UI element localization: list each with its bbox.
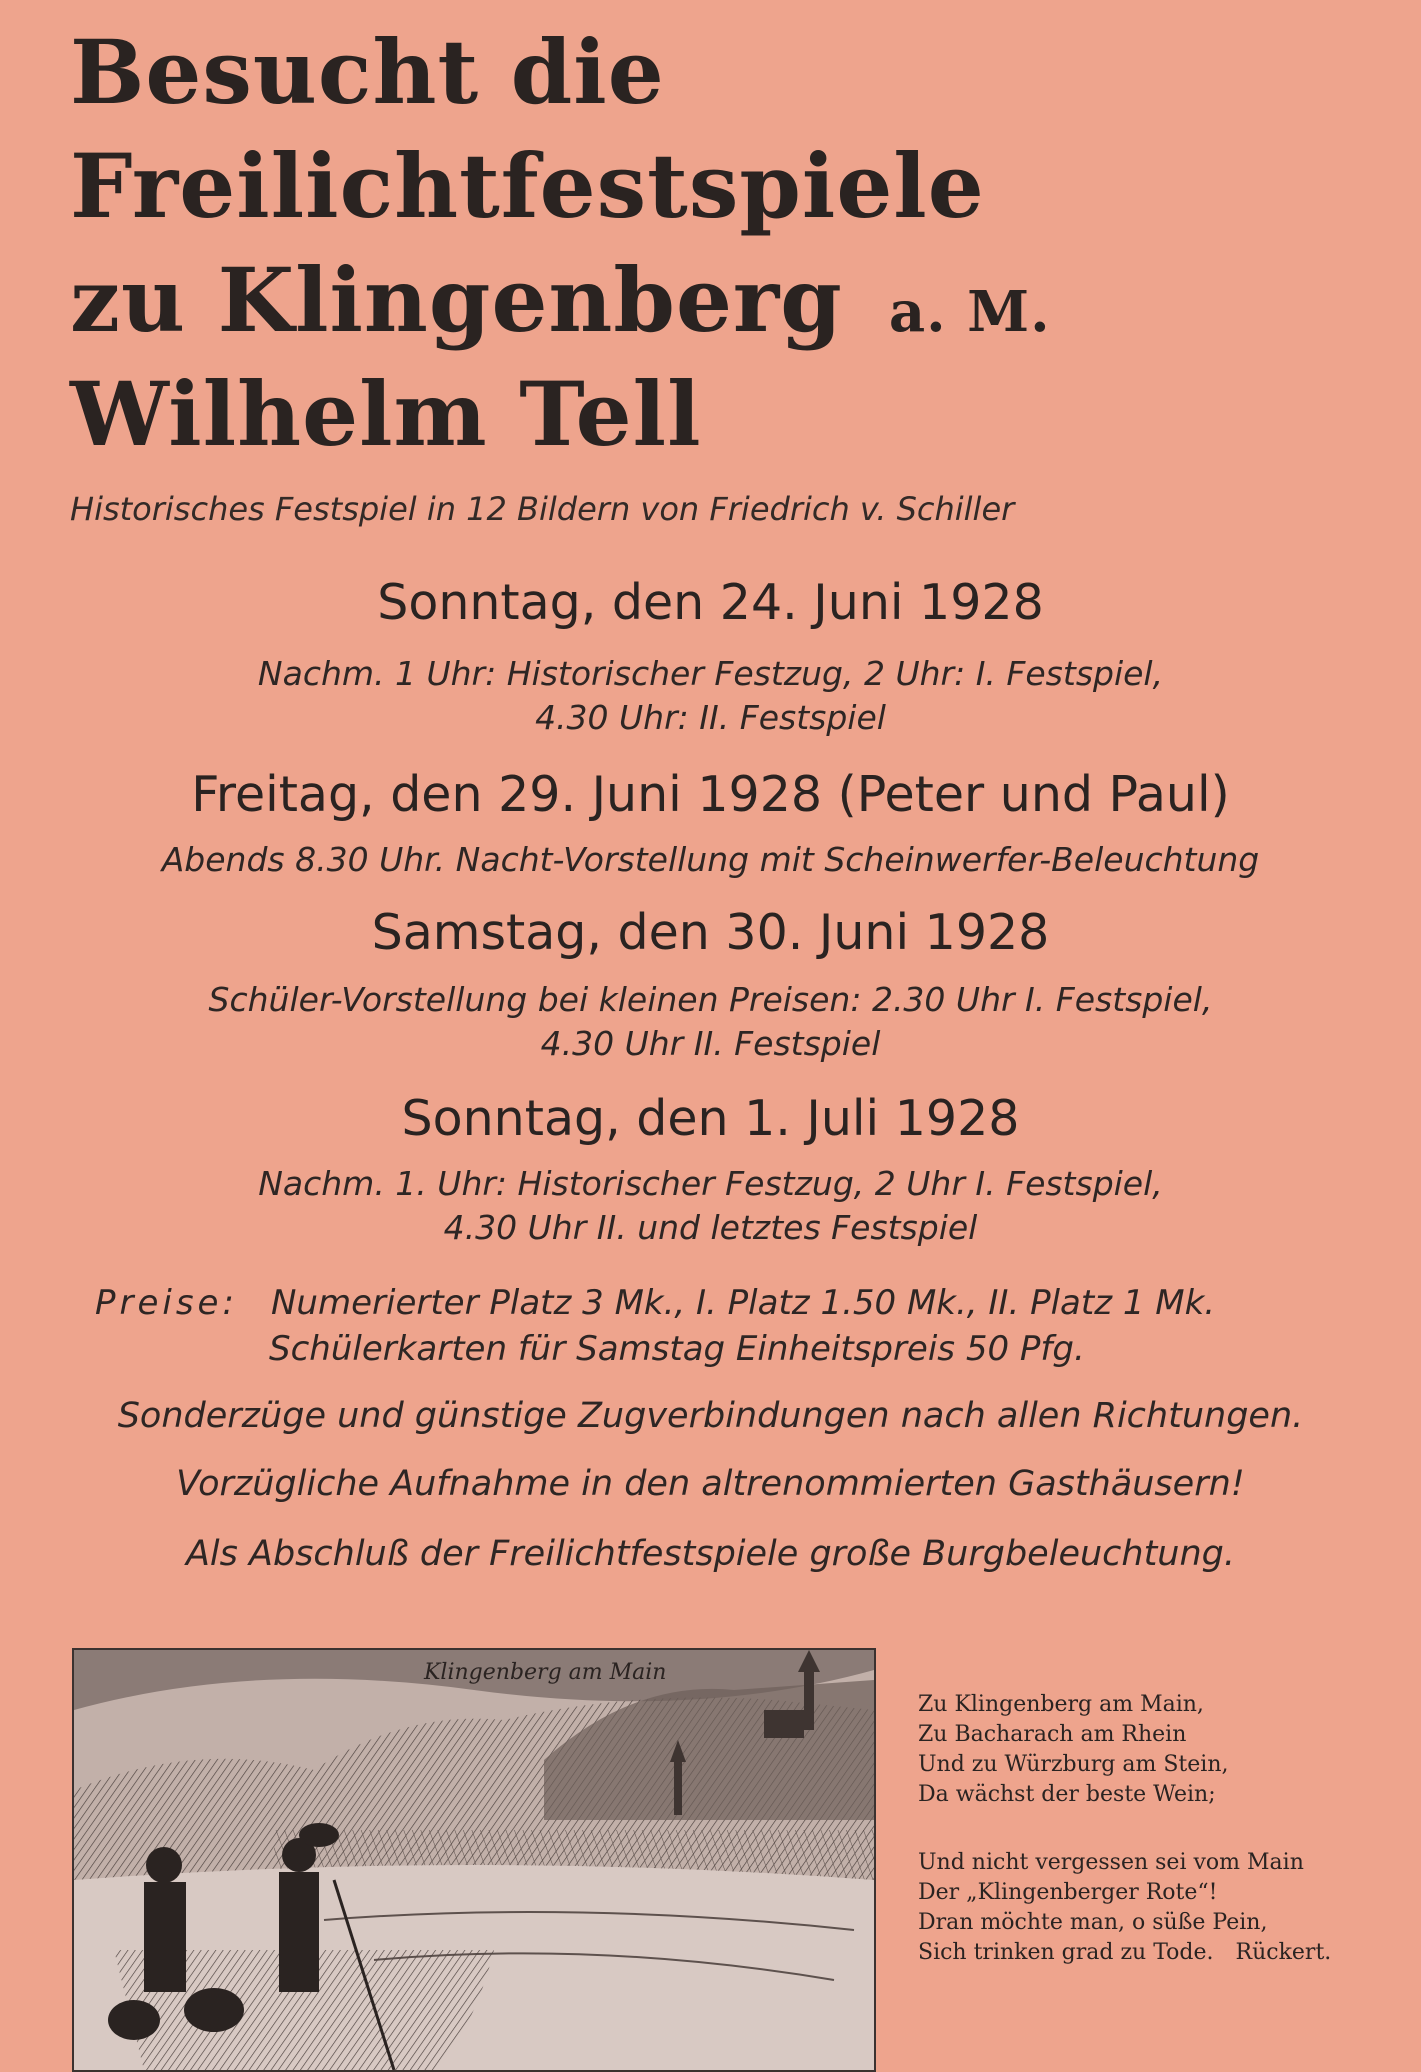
schedule-date: Samstag, den 30. Juni 1928	[371, 904, 1050, 961]
poem-line: Da wächst der beste Wein;	[918, 1782, 1216, 1807]
schedule-detail: Nachm. 1. Uhr: Historischer Festzug, 2 Uhr I. Festspiel,	[258, 1164, 1163, 1203]
headline-line-1: Besucht die	[70, 20, 665, 124]
headline-line-3	[70, 248, 1051, 352]
poem-line: Und zu Würzburg am Stein,	[918, 1752, 1229, 1777]
stanza-gap	[918, 1810, 1398, 1848]
schedule-detail: Nachm. 1 Uhr: Historischer Festzug, 2 Uhr: I. Festspiel,	[257, 654, 1164, 693]
promo-inns: Vorzügliche Aufnahme in den altrenommierten Gasthäusern!	[176, 1464, 1245, 1504]
poem-line: Zu Klingenberg am Main,	[918, 1692, 1204, 1717]
poem-line: Und nicht vergessen sei vom Main	[918, 1850, 1304, 1875]
prices-student: Schülerkarten für Samstag Einheitspreis 50 Pfg.	[269, 1329, 1085, 1369]
promo-castle-illumination: Als Abschluß der Freilichtfestspiele große Burgbeleuchtung.	[185, 1534, 1236, 1574]
prices-label: Preise:	[95, 1283, 238, 1323]
schedule-date: Sonntag, den 24. Juni 1928	[377, 574, 1044, 631]
schedule-detail: 4.30 Uhr: II. Festspiel	[535, 698, 886, 737]
schedule-detail: Abends 8.30 Uhr. Nacht-Vorstellung mit Scheinwerfer-Beleuchtung	[161, 840, 1260, 879]
schedule-date: Freitag, den 29. Juni 1928 (Peter und Paul)	[191, 766, 1230, 823]
schedule-date: Sonntag, den 1. Juli 1928	[401, 1090, 1020, 1147]
schedule-detail: 4.30 Uhr II. Festspiel	[540, 1024, 881, 1063]
engraving-artwork	[74, 1650, 874, 2070]
schedule-detail: Schüler-Vorstellung bei kleinen Preisen: 2.30 Uhr I. Festspiel,	[208, 980, 1213, 1019]
poem-line: Sich trinken grad zu Tode.	[918, 1940, 1214, 1965]
prices-row	[95, 1280, 1355, 1326]
promo-trains: Sonderzüge und günstige Zugverbindungen nach allen Richtungen.	[117, 1396, 1304, 1436]
poem-line-last	[918, 1938, 1398, 1968]
poem-line: Zu Bacharach am Rhein	[918, 1722, 1187, 1747]
engraving-illustration	[72, 1648, 876, 2072]
headline-line-2: Freilichtfestspiele	[70, 134, 985, 238]
headline-am-main: a. M.	[888, 279, 1051, 345]
headline-town: zu Klingenberg	[70, 248, 843, 352]
headline-play-title: Wilhelm Tell	[70, 362, 702, 466]
engraving-caption: Klingenberg am Main	[424, 1660, 667, 1685]
prices-block	[95, 1280, 1355, 1372]
prices-seats: Numerierter Platz 3 Mk., I. Platz 1.50 Mk., II. Platz 1 Mk.	[271, 1283, 1216, 1323]
subtitle: Historisches Festspiel in 12 Bildern von Friedrich v. Schiller	[70, 490, 1015, 528]
poem-author: Rückert.	[1235, 1940, 1332, 1965]
poem-line: Dran möchte man, o süße Pein,	[918, 1910, 1268, 1935]
schedule-detail: 4.30 Uhr II. und letztes Festspiel	[443, 1208, 978, 1247]
poem-line: Der „Klingenberger Rote“!	[918, 1880, 1218, 1905]
poem	[918, 1690, 1398, 1968]
